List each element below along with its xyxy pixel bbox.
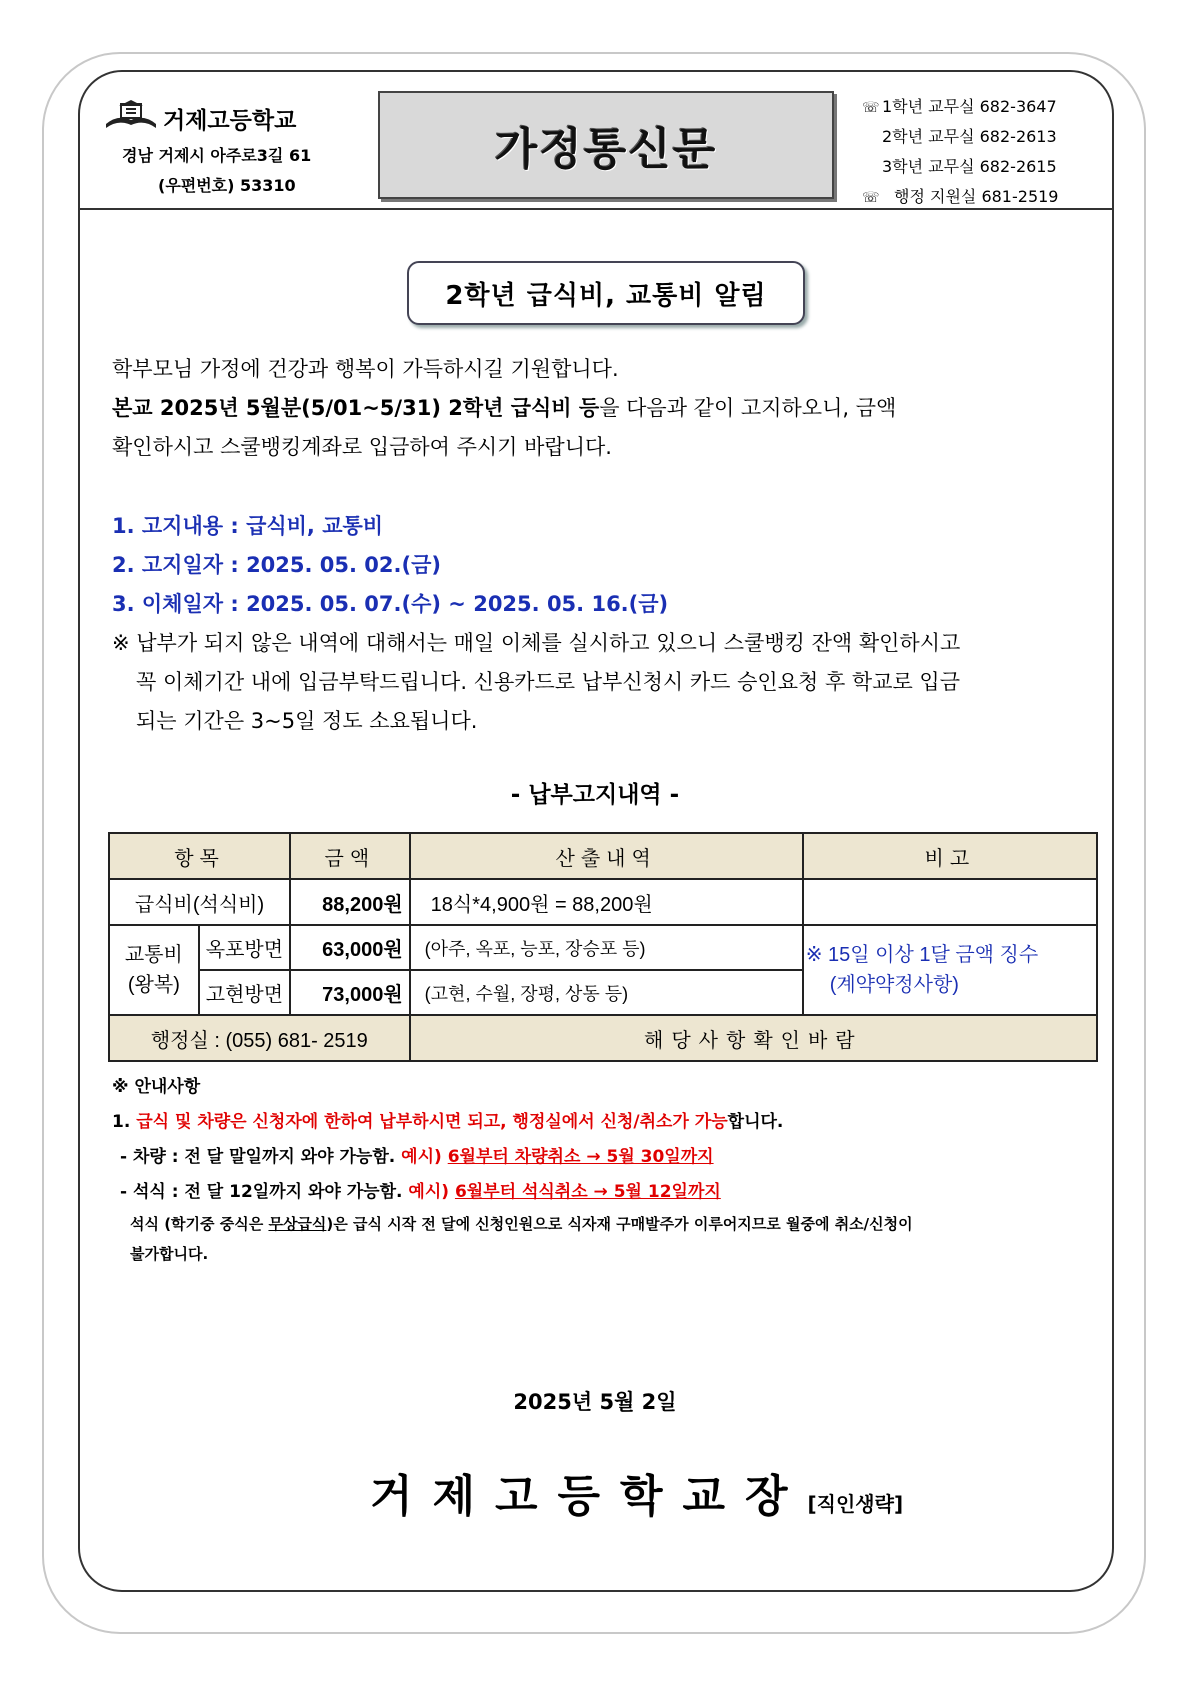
item-notice-date: 2. 고지일자 : 2025. 05. 02.(금) xyxy=(112,553,441,577)
greeting-text: 학부모님 가정에 건강과 행복이 가득하시길 기원합니다. xyxy=(112,357,619,381)
table-footer-row xyxy=(109,1015,1097,1061)
school-address: 경남 거제시 아주로3길 61 xyxy=(122,146,312,165)
guide-bus: - 차량 : 전 달 말일까지 와야 가능함. 예시) 6월부터 차량취소 → 5월 30일까지 xyxy=(120,1147,714,1167)
item-transfer-date: 3. 이체일자 : 2025. 05. 07.(수) ~ 2025. 05. 16.(금) xyxy=(112,592,669,616)
contact-grade2: 2학년 교무실 682-2613 xyxy=(882,127,1057,146)
table-row-meal xyxy=(109,879,1097,925)
notice-line-3: 확인하시고 스쿨뱅킹계좌로 입금하여 주시기 바랍니다. xyxy=(112,435,612,459)
meal-calculation: 18식*4,900원 = 88,200원 xyxy=(410,879,803,925)
principal-name: 거제고등학교장 xyxy=(370,1471,808,1522)
school-postal-code: (우편번호) 53310 xyxy=(158,176,296,195)
header-calculation: 산출내역 xyxy=(410,833,803,879)
seal-note: [직인생략] xyxy=(807,1492,904,1516)
meal-note xyxy=(803,879,1097,925)
header-divider xyxy=(80,208,1112,210)
meal-item: 급식비(석식비) xyxy=(109,879,290,925)
fee-table-heading: - 납부고지내역 - xyxy=(510,782,680,808)
header-note: 비고 xyxy=(803,833,1097,879)
header-item: 항목 xyxy=(109,833,290,879)
phone-icon: ☏ xyxy=(862,190,880,206)
contact-grade3: 3학년 교무실 682-2615 xyxy=(882,157,1057,176)
contact-grade1: ☏ 1학년 교무실 682-3647 xyxy=(862,97,1057,116)
notice-title: 2학년 급식비, 교통비 알림 xyxy=(445,280,767,311)
school-logo-icon xyxy=(104,100,158,130)
newsletter-title: 가정통신문 xyxy=(494,124,718,175)
school-name: 거제고등학교 xyxy=(163,108,297,134)
principal-signature xyxy=(370,1460,903,1524)
confirm-message: 해당사항확인바람 xyxy=(410,1015,1097,1061)
issue-date: 2025년 5월 2일 xyxy=(513,1390,677,1414)
guide-line-1: 1. 급식 및 차량은 신청자에 한하여 납부하시면 되고, 행정실에서 신청/취소가 가능합니다. xyxy=(112,1112,784,1132)
transport-note: ※ 15일 이상 1달 금액 징수 (계약약정사항) xyxy=(803,925,1097,1015)
transport-label: 교통비 (왕복) xyxy=(109,925,199,1015)
route-gohyeon-amount: 73,000원 xyxy=(290,970,410,1015)
route-gohyeon-areas: (고현, 수월, 장평, 상동 등) xyxy=(410,970,803,1015)
remark-line-2: 꼭 이체기간 내에 입금부탁드립니다. 신용카드로 납부신청시 카드 승인요청 후 학교로 입금 xyxy=(136,670,961,694)
route-okpo-amount: 63,000원 xyxy=(290,925,410,970)
route-okpo-areas: (아주, 옥포, 능포, 장승포 등) xyxy=(410,925,803,970)
remark-line-3: 되는 기간은 3~5일 정도 소요됩니다. xyxy=(136,709,478,733)
table-row-transport-okpo xyxy=(109,925,1097,970)
route-okpo: 옥포방면 xyxy=(199,925,290,970)
notice-title-box xyxy=(407,261,805,325)
header-amount: 금액 xyxy=(290,833,410,879)
newsletter-title-box xyxy=(378,91,834,199)
contact-admin: ☏ 행정 지원실 681-2519 xyxy=(862,187,1059,206)
guide-small-line-1: 석식 (학기중 중식은 무상급식)은 급식 시작 전 달에 신청인원으로 식자재 구매발주가 이루어지므로 월중에 취소/신청이 xyxy=(130,1215,913,1233)
office-phone: 행정실 : (055) 681- 2519 xyxy=(109,1015,410,1061)
notice-line-2: 본교 2025년 5월분(5/01~5/31) 2학년 급식비 등을 다음과 같이 고지하오니, 금액 xyxy=(112,396,897,420)
fee-table xyxy=(108,832,1098,1062)
route-gohyeon: 고현방면 xyxy=(199,970,290,1015)
meal-amount: 88,200원 xyxy=(290,879,410,925)
guide-title: ※ 안내사항 xyxy=(112,1077,201,1097)
phone-icon: ☏ xyxy=(862,100,880,116)
item-notice-content: 1. 고지내용 : 급식비, 교통비 xyxy=(112,514,384,538)
table-header-row xyxy=(109,833,1097,879)
remark-line-1: ※ 납부가 되지 않은 내역에 대해서는 매일 이체를 실시하고 있으니 스쿨뱅킹 잔액 확인하시고 xyxy=(112,631,961,655)
guide-meal: - 석식 : 전 달 12일까지 와야 가능함. 예시) 6월부터 석식취소 → 5월 12일까지 xyxy=(120,1182,721,1202)
guide-small-line-2: 불가합니다. xyxy=(130,1245,209,1263)
